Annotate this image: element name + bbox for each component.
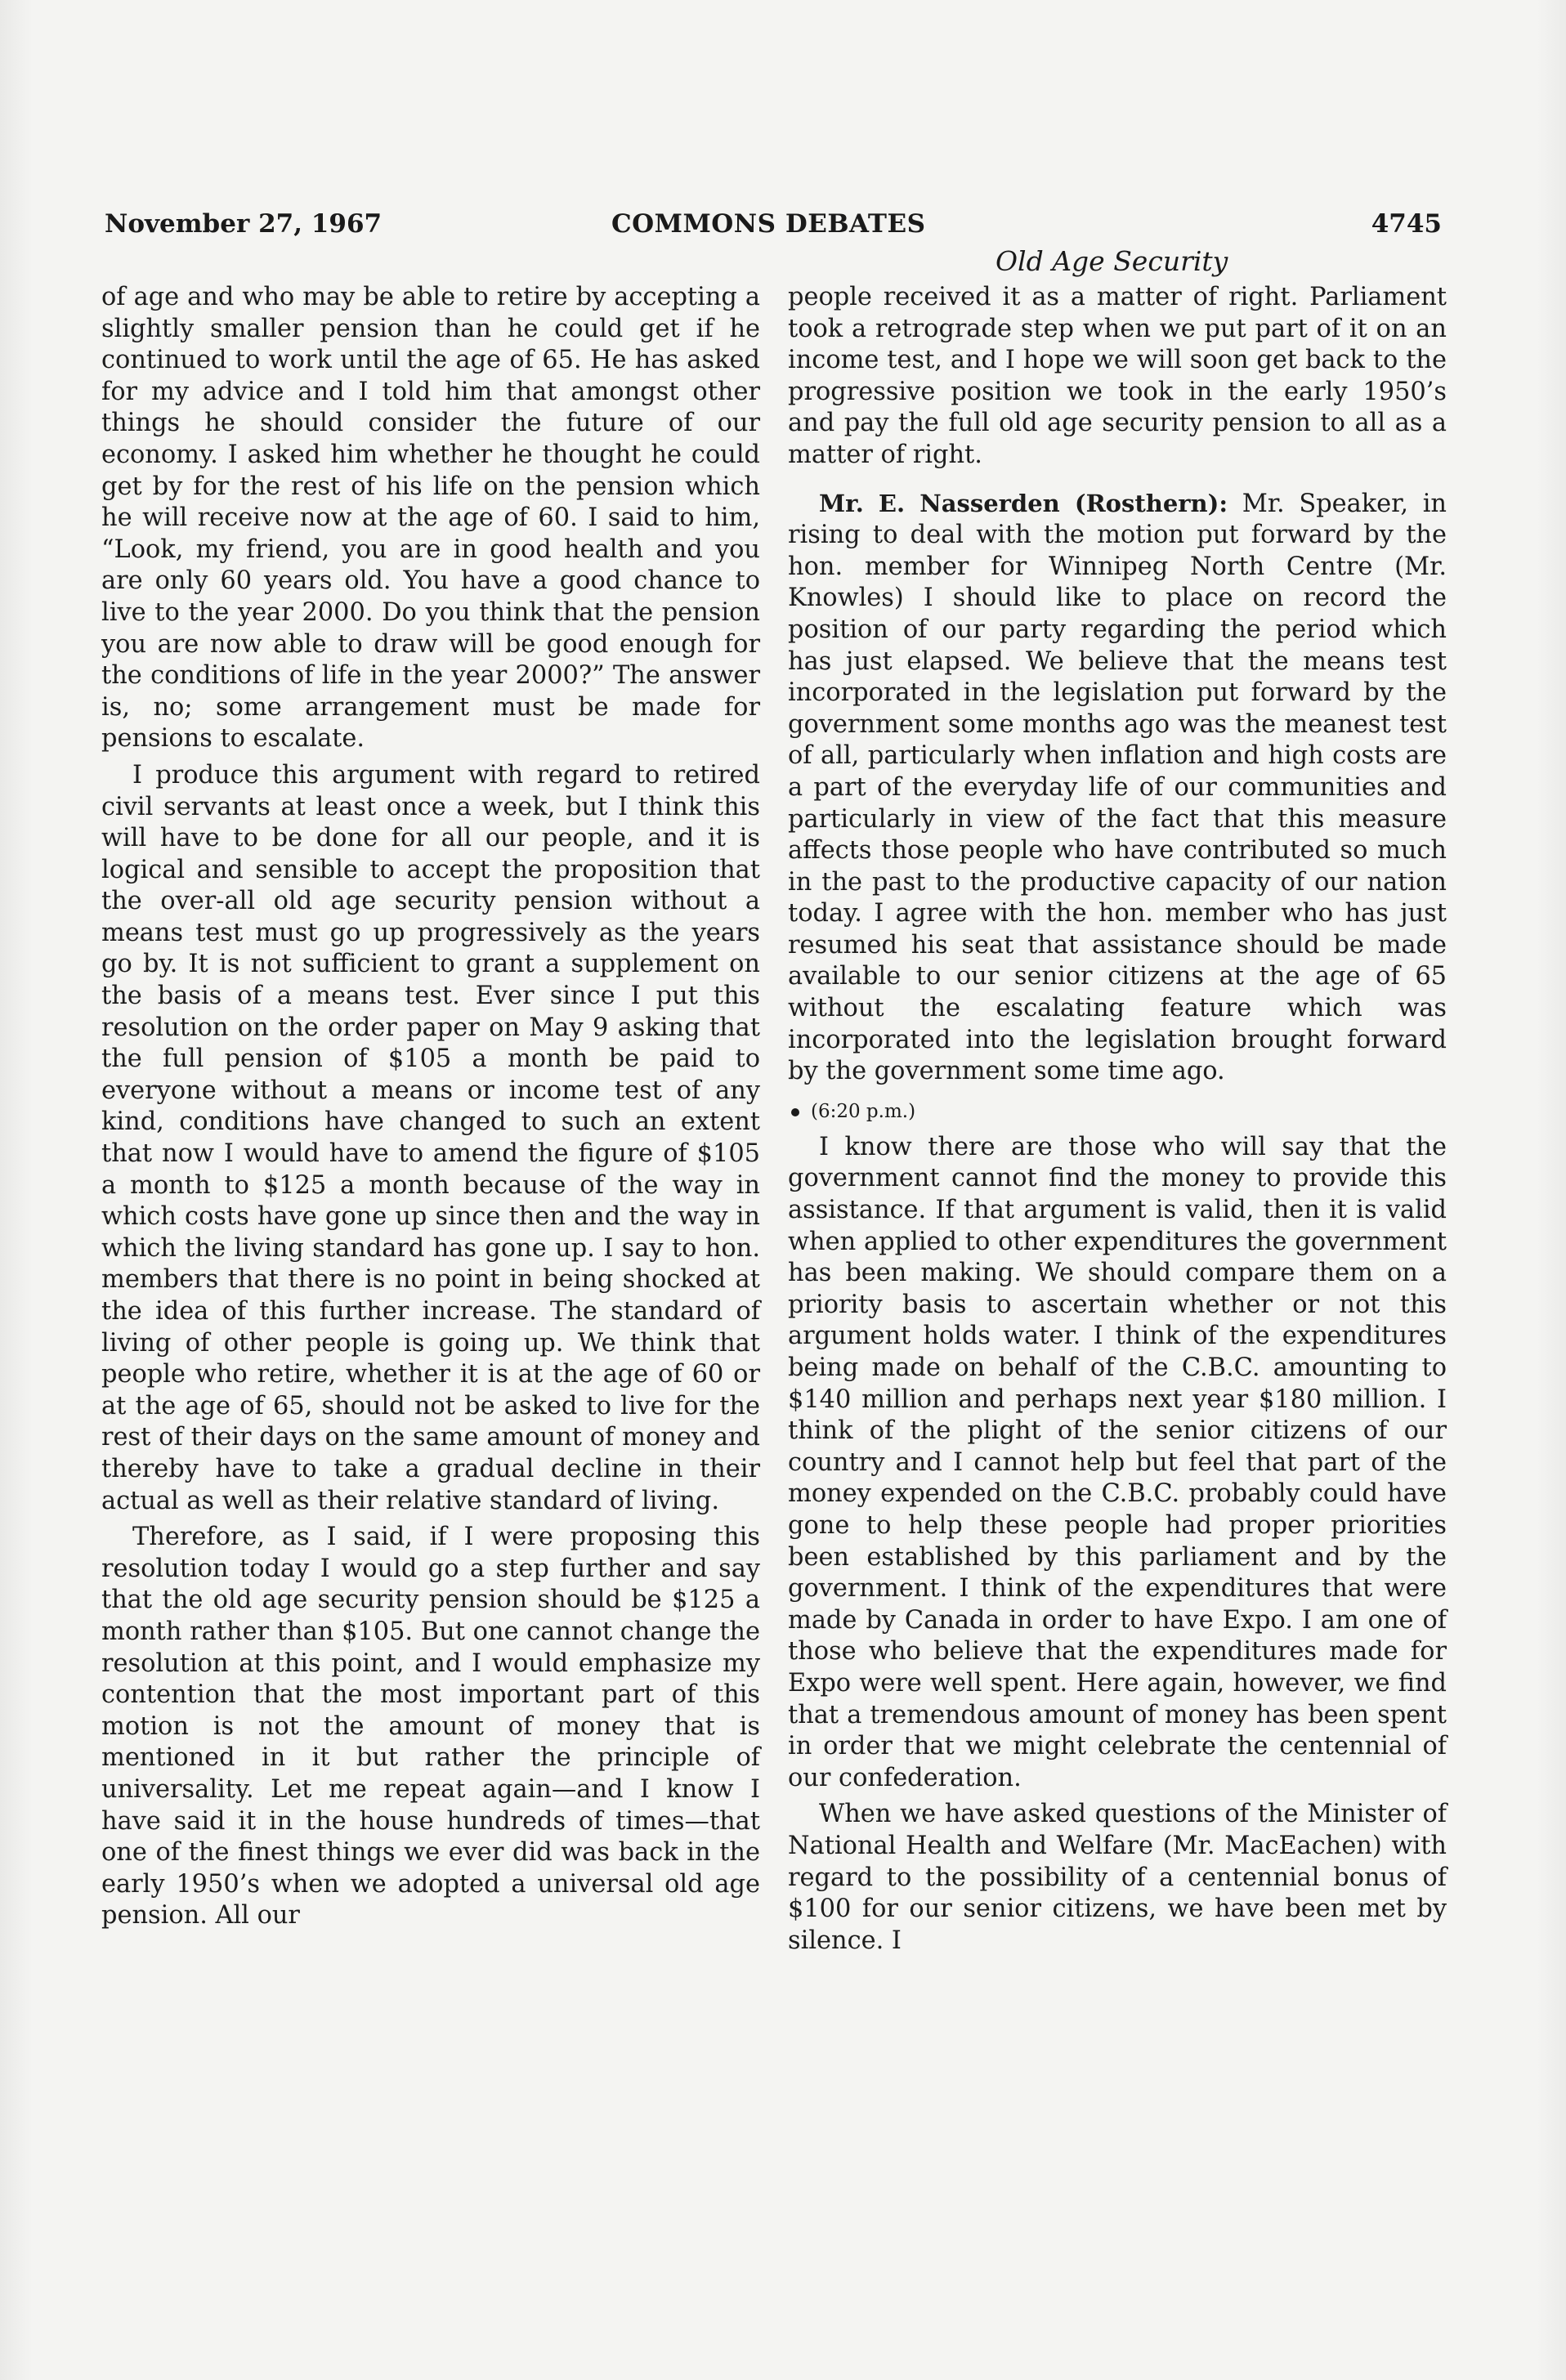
left-column	[101, 282, 760, 1932]
paragraph: Therefore, as I said, if I were proposing this resolution today I would go a step further and say that the old age security pension should be $125 a month rather than $105. But one cannot change the resolution at this point, and I would emphasize my contention that the most important part of this motion is not the amount of money that is mentioned in it but rather the principle of universality. Let me repeat again—and I know I have said it in the house hundreds of times—that one of the finest things we ever did was back in the early 1950’s when we adopted a universal old age pension. All our	[101, 1523, 760, 1930]
time-marker	[788, 1096, 1447, 1127]
right-column	[788, 282, 1447, 1957]
paragraph: of age and who may be able to retire by accepting a slightly smaller pension than he could get if he continued to work until the age of 65. He has asked for my advice and I told him that amongst other things he should consider the future of our economy. I asked him whether he thought he could get by for the rest of his life on the pension which he will receive now at the age of 60. I said to him, “Look, my friend, you are in good health and you are only 60 years old. You have a good chance to live to the year 2000. Do you think that the pension you are now able to draw will be good enough for the conditions of life in the year 2000?” The answer is, no; some arrangement must be made for pensions to escalate.	[101, 283, 760, 754]
page-header	[105, 209, 1442, 245]
paragraph: people received it as a matter of right. Parliament took a retrograde step when we put part of it on an income test, and I hope we will soon get back to the progressive position we took in the early 1950’s and pay the full old age security pension to all as a matter of right.	[788, 283, 1447, 469]
header-journal-title: COMMONS DEBATES	[611, 209, 926, 239]
bullet-icon	[791, 1108, 799, 1116]
header-date: November 27, 1967	[105, 209, 383, 239]
speaker-name: Mr. E. Nasserden (Rosthern):	[819, 489, 1228, 517]
subject-heading: Old Age Security	[996, 245, 1228, 277]
time-marker-text: (6:20 p.m.)	[811, 1100, 916, 1122]
speech-text: Mr. Speaker, in rising to deal with the motion put forward by the hon. member for Winnipeg North Centre (Mr. Knowles) I should like to place on record the position of our party regarding the period which has just elapsed. We believe that the means test incorporated in the legislation put forward by the government some months ago was the meanest test of all, particularly when inflation and high costs are a part of the everyday life of our communities and particularly in view of the fact that this measure affects those people who have contributed so much in the past to the productive capacity of our nation today. I agree with the hon. member who has just resumed his seat that assistance should be made available to our senior citizens at the age of 65 without the escalating feature which was incorporated into the legislation brought forward by the government some time ago.	[788, 489, 1447, 1086]
speech-paragraph	[788, 488, 1447, 1088]
header-page-number: 4745	[1371, 209, 1442, 239]
paragraph: When we have asked questions of the Minister of National Health and Welfare (Mr. MacEachen) with regard to the possibility of a centennial bonus of $100 for our senior citizens, we have been met by silence. I	[788, 1800, 1447, 1955]
paragraph: I know there are those who will say that the government cannot find the money to provide this assistance. If that argument is valid, then it is valid when applied to other expenditures the government has been making. We should compare them on a priority basis to ascertain whether or not this argument holds water. I think of the expenditures being made on behalf of the C.B.C. amounting to $140 million and perhaps next year $180 million. I think of the plight of the senior citizens of our country and I cannot help but feel that part of the money expended on the C.B.C. probably could have gone to help these people had proper priorities been established by this parliament and by the government. I think of the expenditures that were made by Canada in order to have Expo. I am one of those who believe that the expenditures made for Expo were well spent. Here again, however, we find that a tremendous amount of money has been spent in order that we might celebrate the centennial of our confederation.	[788, 1132, 1447, 1792]
paragraph: I produce this argument with regard to retired civil servants at least once a week, but I think this will have to be done for all our people, and it is logical and sensible to accept the proposition that the over-all old age security pension without a means test must go up progressively as the years go by. It is not sufficient to grant a supplement on the basis of a means test. Ever since I put this resolution on the order paper on May 9 asking that the full pension of $105 a month be paid to everyone without a means or income test of any kind, conditions have changed to such an extent that now I would have to amend the figure of $105 a month to $125 a month because of the way in which costs have gone up since then and the way in which the living standard has gone up. I say to hon. members that there is no point in being shocked at the idea of this further increase. The standard of living of other people is going up. We think that people who retire, whether it is at the age of 60 or at the age of 65, should not be asked to live for the rest of their days on the same amount of money and thereby have to take a gradual decline in their actual as well as their relative standard of living.	[101, 760, 760, 1515]
